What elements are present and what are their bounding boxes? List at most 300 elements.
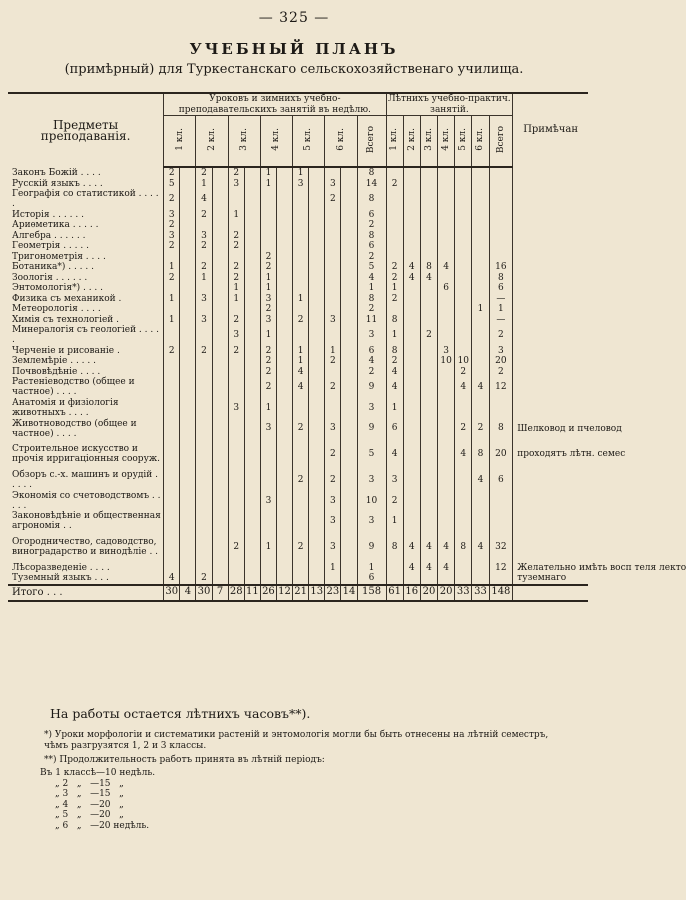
winter-hours-cell: 3: [260, 294, 276, 305]
winter-hours-cell: [325, 325, 341, 346]
winter-hours-cell: 2: [228, 241, 244, 252]
winter-hours-cell: [228, 367, 244, 378]
winter-sub-cell: [341, 356, 357, 367]
winter-hours-cell: [325, 294, 341, 305]
subject-cell: Ариѳметика . . . . .: [8, 220, 164, 231]
winter-hours-cell: [293, 398, 309, 419]
winter-sub-cell: [309, 439, 325, 470]
winter-hours-cell: [293, 241, 309, 252]
winter-hours-cell: [260, 241, 276, 252]
winter-hours-cell: [293, 304, 309, 315]
summer-col-header: 2 кл.: [403, 116, 420, 168]
table-row: [8, 167, 588, 179]
winter-hours-cell: [228, 189, 244, 210]
summer-hours-cell: 1: [386, 511, 403, 532]
footnote-1: *) Уроки морфологіи и систематики растеній и энтомологія могли бы быть отнесены на лѣтній семестръ, чѣмъ разгрузятся 1, 2 и 3 классы.: [44, 730, 549, 751]
winter-sub-cell: [276, 179, 292, 190]
winter-sub-cell: [212, 210, 228, 221]
summer-total-cell: 6: [489, 470, 513, 491]
winter-hours-cell: 3: [228, 325, 244, 346]
summer-hours-cell: [420, 418, 437, 439]
winter-hours-cell: [164, 490, 180, 511]
summer-hours-cell: [455, 220, 472, 231]
subject-cell: Тригонометрія . . . .: [8, 252, 164, 263]
winter-sub-cell: [212, 346, 228, 357]
winter-sub-cell: [276, 189, 292, 210]
summer-hours-cell: 8: [386, 315, 403, 326]
winter-total-cell: 6: [357, 210, 386, 221]
winter-total-cell: 8: [357, 231, 386, 242]
winter-hours-cell: [325, 252, 341, 263]
summer-hours-cell: 4: [386, 439, 403, 470]
curriculum-table: [8, 92, 686, 602]
summer-total-value: 33: [472, 585, 489, 601]
winter-sub-cell: [276, 418, 292, 439]
winter-hours-cell: 1: [228, 210, 244, 221]
summer-hours-cell: 1: [472, 304, 489, 315]
winter-hours-cell: 2: [196, 262, 212, 273]
totals-note-cell: [513, 585, 588, 601]
summer-col-header: Всего: [489, 116, 513, 168]
winter-hours-cell: 3: [228, 398, 244, 419]
summer-hours-cell: [455, 241, 472, 252]
winter-sub-cell: [212, 273, 228, 284]
totals-row: [8, 585, 588, 601]
subject-cell: Метеорологія . . . .: [8, 304, 164, 315]
winter-hours-cell: [260, 470, 276, 491]
winter-sub-cell: [276, 490, 292, 511]
winter-hours-cell: 2: [196, 210, 212, 221]
table-row: [8, 210, 588, 221]
winter-sub-cell: [276, 470, 292, 491]
winter-hours-cell: [260, 439, 276, 470]
summer-hours-cell: [420, 398, 437, 419]
note-cell: [513, 273, 588, 284]
winter-sub-cell: [244, 325, 260, 346]
note-cell: Желательно имѣть восп теля лекто: [517, 562, 686, 573]
winter-total-cell: 2: [357, 367, 386, 378]
summer-total-cell: [489, 220, 513, 231]
summer-hours-cell: [420, 294, 437, 305]
summer-hours-cell: [438, 367, 455, 378]
summer-hours-cell: 2: [420, 325, 437, 346]
schedule-line: „ 2 „ —15 „: [55, 778, 124, 789]
summer-hours-cell: [420, 511, 437, 532]
winter-sub-cell: [309, 532, 325, 563]
winter-hours-cell: [164, 511, 180, 532]
winter-hours-cell: 2: [293, 418, 309, 439]
table-row: [8, 367, 588, 378]
winter-total-cell: 5: [357, 262, 386, 273]
winter-hours-cell: 3: [325, 315, 341, 326]
summer-hours-cell: [455, 210, 472, 221]
summer-hours-cell: [420, 470, 437, 491]
winter-hours-cell: [164, 367, 180, 378]
winter-hours-cell: 3: [260, 490, 276, 511]
winter-hours-cell: [260, 511, 276, 532]
totals-label: Итого . . .: [8, 585, 164, 601]
winter-hours-cell: 1: [325, 563, 341, 574]
winter-hours-cell: [325, 262, 341, 273]
summer-hours-cell: [472, 573, 489, 585]
winter-hours-cell: 1: [325, 346, 341, 357]
winter-sub-cell: [276, 220, 292, 231]
winter-hours-cell: 3: [325, 490, 341, 511]
winter-sub-cell: [341, 563, 357, 574]
table-row: [8, 252, 588, 263]
table-row: [8, 377, 588, 398]
winter-sub-cell: [309, 470, 325, 491]
note-cell: [513, 189, 588, 210]
summer-hours-cell: [472, 398, 489, 419]
winter-sub-cell: [180, 346, 196, 357]
winter-sub-cell: [309, 367, 325, 378]
subject-cell: Ботаника*) . . . . .: [8, 262, 164, 273]
winter-sub-cell: [341, 346, 357, 357]
winter-sub-cell: [341, 262, 357, 273]
winter-sub-cell: [180, 304, 196, 315]
winter-total-cell: 6: [357, 241, 386, 252]
winter-sub-cell: [341, 167, 357, 179]
winter-hours-cell: 2: [325, 439, 341, 470]
winter-sub-cell: [244, 439, 260, 470]
summer-hours-cell: [455, 262, 472, 273]
winter-hours-cell: 2: [228, 262, 244, 273]
winter-sub-cell: [276, 573, 292, 585]
winter-total-cell: 9: [357, 377, 386, 398]
winter-total-value: 14: [341, 585, 357, 601]
note-cell: [513, 367, 588, 378]
summer-hours-cell: [403, 294, 420, 305]
winter-sub-cell: [244, 189, 260, 210]
summer-hours-cell: [438, 179, 455, 190]
winter-hours-cell: 2: [164, 346, 180, 357]
winter-hours-cell: 3: [196, 315, 212, 326]
winter-sub-cell: [309, 398, 325, 419]
summer-hours-cell: [420, 315, 437, 326]
winter-sub-cell: [244, 511, 260, 532]
winter-hours-cell: 3: [196, 294, 212, 305]
winter-total-cell: 8: [357, 294, 386, 305]
document-subtitle: (примѣрный) для Туркестанскаго сельскохозяйственаго училища.: [64, 62, 524, 77]
summer-hours-cell: [472, 273, 489, 284]
subject-cell: Минералогія съ геологіей . . . . .: [8, 325, 164, 346]
winter-sub-cell: [244, 220, 260, 231]
summer-hours-cell: [420, 490, 437, 511]
summer-hours-cell: 4: [403, 262, 420, 273]
winter-hours-cell: 2: [325, 377, 341, 398]
winter-hours-cell: 3: [228, 179, 244, 190]
summer-total-cell: 12: [489, 563, 513, 574]
summer-hours-cell: [386, 210, 403, 221]
winter-col-header: 1 кл.: [164, 116, 196, 168]
winter-sub-cell: [212, 573, 228, 585]
summer-grand-total: 148: [489, 585, 513, 601]
summer-hours-cell: [420, 573, 437, 585]
winter-sub-cell: [341, 210, 357, 221]
summer-hours-cell: [386, 252, 403, 263]
winter-sub-cell: [244, 167, 260, 179]
summer-hours-cell: [472, 262, 489, 273]
summer-hours-cell: [403, 210, 420, 221]
summer-hours-cell: [403, 315, 420, 326]
table-row: [8, 418, 588, 439]
summer-hours-cell: [438, 511, 455, 532]
summer-total-cell: [489, 398, 513, 419]
winter-hours-cell: 2: [164, 220, 180, 231]
summer-total-cell: 2: [489, 367, 513, 378]
summer-total-cell: 8: [489, 273, 513, 284]
winter-hours-cell: [293, 262, 309, 273]
winter-hours-cell: 2: [228, 346, 244, 357]
winter-sub-cell: [180, 398, 196, 419]
winter-sub-cell: [180, 252, 196, 263]
summer-hours-cell: 4: [420, 532, 437, 563]
summer-hours-cell: [455, 167, 472, 179]
summer-hours-cell: [438, 377, 455, 398]
winter-hours-cell: 1: [164, 315, 180, 326]
winter-sub-cell: [276, 367, 292, 378]
summer-hours-cell: 3: [438, 346, 455, 357]
winter-sub-cell: [309, 325, 325, 346]
summer-hours-cell: [472, 346, 489, 357]
winter-total-cell: 9: [357, 532, 386, 563]
summer-hours-cell: [472, 189, 489, 210]
summer-hours-cell: [472, 252, 489, 263]
summer-hours-cell: 4: [438, 262, 455, 273]
summer-hours-cell: 2: [472, 418, 489, 439]
summer-hours-cell: [438, 439, 455, 470]
table-row: [8, 241, 588, 252]
summer-hours-cell: [472, 356, 489, 367]
winter-sub-cell: [212, 356, 228, 367]
winter-sub-cell: [180, 367, 196, 378]
winter-hours-cell: [293, 220, 309, 231]
summer-hours-cell: 8: [472, 439, 489, 470]
winter-hours-cell: 2: [293, 315, 309, 326]
winter-sub-cell: [212, 532, 228, 563]
note-cell: [513, 346, 588, 357]
winter-total-cell: 3: [357, 470, 386, 491]
summer-hours-cell: [386, 304, 403, 315]
summer-hours-cell: [420, 220, 437, 231]
summer-hours-cell: 4: [455, 377, 472, 398]
table-row: [8, 283, 588, 294]
winter-group-header: Уроковъ и зимнихъ учебно-преподавательскихъ занятій въ недѣлю.: [164, 93, 386, 116]
summer-total-value: 16: [403, 585, 420, 601]
summer-hours-cell: [438, 304, 455, 315]
winter-sub-cell: [341, 283, 357, 294]
subject-cell: Лѣсоразведеніе . . . .: [8, 563, 164, 574]
winter-hours-cell: [196, 532, 212, 563]
table-row: [8, 325, 588, 346]
winter-hours-cell: 1: [293, 167, 309, 179]
winter-sub-cell: [212, 367, 228, 378]
summer-hours-cell: [472, 563, 489, 574]
summer-hours-cell: 4: [472, 470, 489, 491]
winter-total-cell: 5: [357, 439, 386, 470]
note-cell: [513, 325, 588, 346]
summer-total-cell: [489, 511, 513, 532]
winter-hours-cell: [228, 220, 244, 231]
winter-hours-cell: [196, 418, 212, 439]
winter-sub-cell: [180, 532, 196, 563]
winter-sub-cell: [244, 490, 260, 511]
winter-col-header: 4 кл.: [260, 116, 292, 168]
subject-cell: Животноводство (общее и частное) . . . .: [8, 418, 164, 439]
winter-sub-cell: [212, 283, 228, 294]
summer-hours-cell: [455, 283, 472, 294]
winter-hours-cell: [260, 189, 276, 210]
table-row: [8, 189, 588, 210]
summer-total-cell: 6: [489, 283, 513, 294]
winter-hours-cell: 2: [325, 470, 341, 491]
winter-hours-cell: 2: [260, 367, 276, 378]
document-title: УЧЕБНЫЙ ПЛАНЪ: [189, 40, 399, 58]
winter-sub-cell: [212, 220, 228, 231]
winter-sub-cell: [212, 377, 228, 398]
note-cell: [513, 511, 588, 532]
winter-hours-cell: 3: [196, 231, 212, 242]
summer-hours-cell: [403, 252, 420, 263]
winter-total-cell: 6: [357, 346, 386, 357]
subject-cell: Исторія . . . . . .: [8, 210, 164, 221]
winter-hours-cell: 1: [260, 283, 276, 294]
winter-hours-cell: 1: [196, 179, 212, 190]
winter-hours-cell: [260, 220, 276, 231]
table-row: [8, 346, 588, 357]
footnote-2: **) Продолжительность работъ принята въ лѣтній періодъ:: [44, 755, 325, 765]
winter-sub-cell: [180, 563, 196, 574]
winter-sub-cell: [341, 294, 357, 305]
winter-hours-cell: 2: [164, 273, 180, 284]
winter-total-cell: 1: [357, 563, 386, 574]
winter-sub-cell: [180, 490, 196, 511]
summer-hours-cell: 4: [420, 563, 437, 574]
table-row: [8, 490, 588, 511]
winter-sub-cell: [244, 231, 260, 242]
note-cell: [513, 231, 588, 242]
subject-cell: Русскій языкъ . . . .: [8, 179, 164, 190]
winter-sub-cell: [212, 325, 228, 346]
winter-total-cell: 11: [357, 315, 386, 326]
winter-sub-cell: [341, 470, 357, 491]
winter-sub-cell: [244, 573, 260, 585]
winter-hours-cell: [293, 189, 309, 210]
winter-sub-cell: [276, 241, 292, 252]
winter-sub-cell: [341, 315, 357, 326]
summer-hours-cell: 4: [438, 563, 455, 574]
winter-col-header: 3 кл.: [228, 116, 260, 168]
winter-sub-cell: [244, 532, 260, 563]
winter-hours-cell: [196, 377, 212, 398]
winter-hours-cell: 3: [260, 315, 276, 326]
winter-sub-cell: [276, 167, 292, 179]
winter-hours-cell: 3: [325, 511, 341, 532]
remainder-line: На работы остается лѣтнихъ часовъ**).: [50, 706, 311, 721]
summer-hours-cell: [472, 283, 489, 294]
winter-hours-cell: 2: [260, 346, 276, 357]
winter-sub-cell: [244, 356, 260, 367]
summer-total-cell: [489, 241, 513, 252]
winter-hours-cell: [325, 398, 341, 419]
summer-hours-cell: [472, 241, 489, 252]
subject-cell: Растеніеводство (общее и частное) . . . .: [8, 377, 164, 398]
summer-hours-cell: [438, 418, 455, 439]
summer-hours-cell: [455, 398, 472, 419]
summer-hours-cell: [403, 304, 420, 315]
note-cell: [513, 252, 588, 263]
winter-hours-cell: [164, 356, 180, 367]
schedule-line: „ 6 „ —20 недѣль.: [55, 820, 150, 831]
winter-sub-cell: [212, 439, 228, 470]
winter-sub-cell: [276, 377, 292, 398]
winter-total-cell: 9: [357, 418, 386, 439]
subject-cell: Энтомологія*) . . . .: [8, 283, 164, 294]
summer-hours-cell: [420, 356, 437, 367]
winter-sub-cell: [276, 511, 292, 532]
table-row: [8, 315, 588, 326]
summer-group-header: Лѣтнихъ учебно-практич. занятій.: [386, 93, 513, 116]
winter-total-value: 7: [212, 585, 228, 601]
summer-total-cell: [489, 189, 513, 210]
summer-hours-cell: [472, 220, 489, 231]
table-row: [8, 563, 588, 574]
subject-cell: Геометрія . . . . .: [8, 241, 164, 252]
winter-sub-cell: [180, 210, 196, 221]
summer-hours-cell: [403, 346, 420, 357]
winter-sub-cell: [212, 490, 228, 511]
winter-sub-cell: [309, 167, 325, 179]
summer-hours-cell: [438, 294, 455, 305]
note-cell: [513, 167, 588, 179]
summer-total-cell: [489, 179, 513, 190]
winter-hours-cell: 1: [293, 346, 309, 357]
summer-col-header: 6 кл.: [472, 116, 489, 168]
summer-hours-cell: [455, 346, 472, 357]
summer-total-cell: [489, 167, 513, 179]
winter-hours-cell: 1: [228, 294, 244, 305]
winter-hours-cell: 3: [164, 210, 180, 221]
summer-hours-cell: [403, 167, 420, 179]
summer-total-cell: [489, 573, 513, 585]
winter-sub-cell: [212, 252, 228, 263]
summer-hours-cell: [386, 231, 403, 242]
winter-hours-cell: [164, 283, 180, 294]
summer-total-cell: [489, 231, 513, 242]
winter-sub-cell: [180, 315, 196, 326]
summer-hours-cell: 4: [455, 439, 472, 470]
winter-total-cell: 3: [357, 398, 386, 419]
winter-hours-cell: [325, 220, 341, 231]
summer-col-header: 1 кл.: [386, 116, 403, 168]
winter-hours-cell: 2: [164, 189, 180, 210]
subject-cell: Физика съ механикой .: [8, 294, 164, 305]
note-cell: Шелковод и пчеловод: [517, 423, 622, 434]
summer-hours-cell: [403, 470, 420, 491]
winter-hours-cell: [196, 439, 212, 470]
winter-sub-cell: [244, 367, 260, 378]
winter-hours-cell: [228, 439, 244, 470]
winter-col-header: 5 кл.: [293, 116, 325, 168]
summer-hours-cell: 1: [386, 325, 403, 346]
summer-hours-cell: [438, 315, 455, 326]
summer-total-cell: 12: [489, 377, 513, 398]
winter-sub-cell: [341, 398, 357, 419]
subject-cell: Зоологія . . . . . .: [8, 273, 164, 284]
winter-sub-cell: [180, 325, 196, 346]
schedule-line: „ 4 „ —20 „: [55, 799, 124, 810]
